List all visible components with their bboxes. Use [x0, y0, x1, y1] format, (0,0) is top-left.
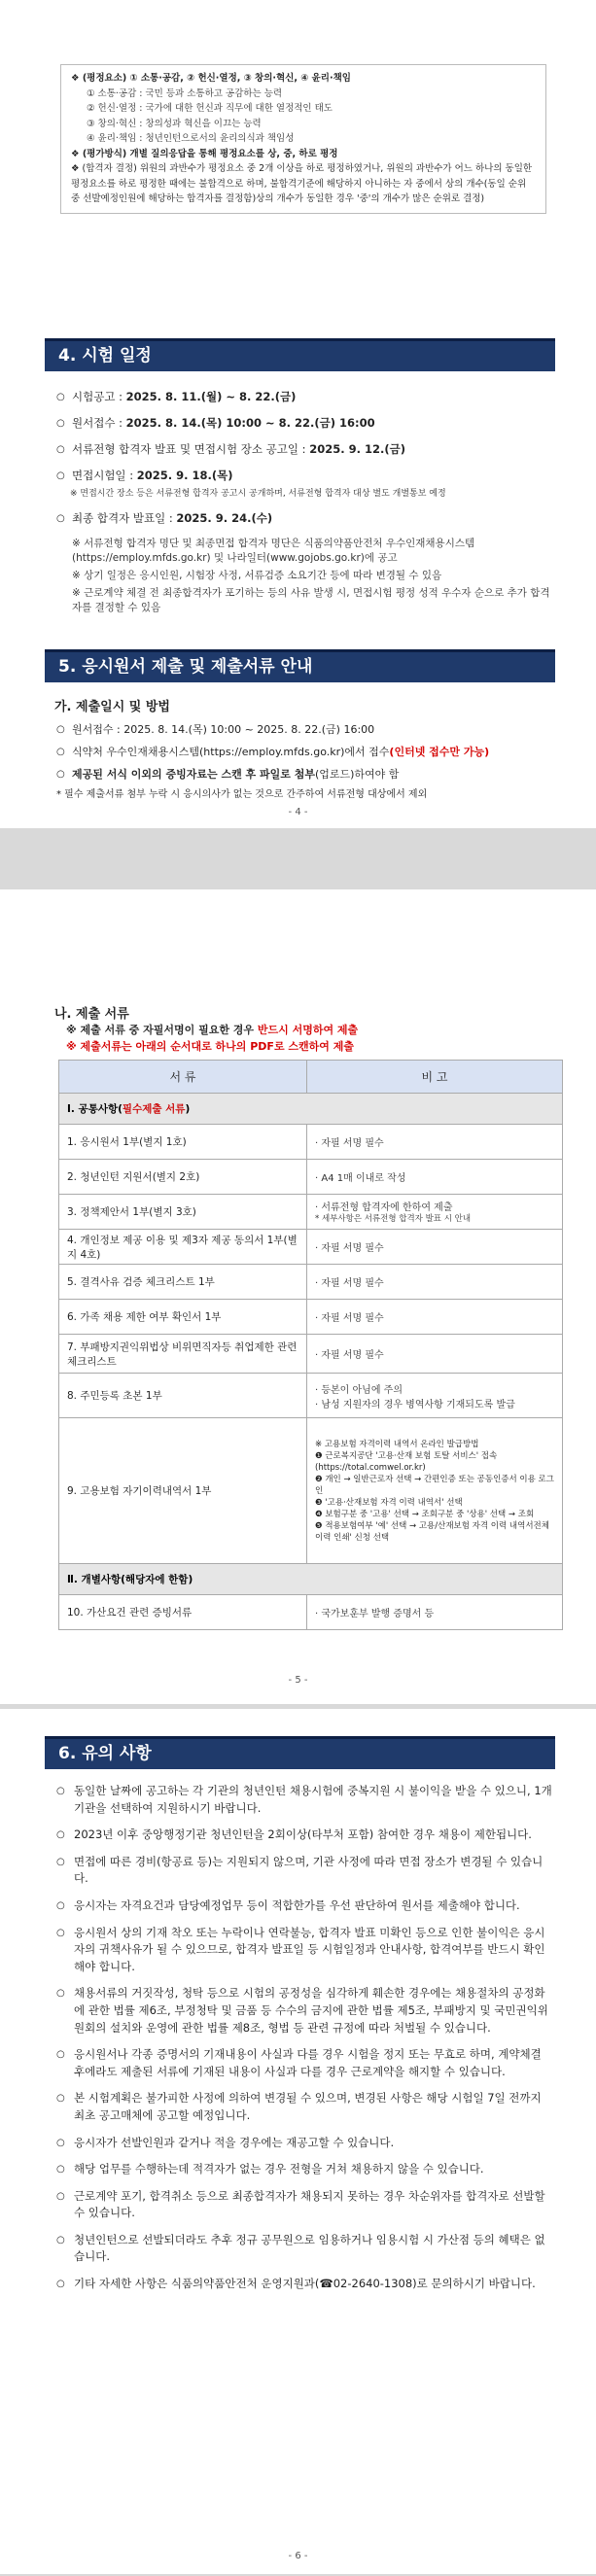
- table-row: 7. 부패방지권익위법상 비위면직자등 취업제한 관련 체크리스트 · 자필 서명 필수: [59, 1335, 563, 1374]
- notice-item: ○ 기타 자세한 사항은 식품의약품안전처 운영지원과(☎02-2640-1308)로 문의하시기 바랍니다.: [56, 2276, 552, 2293]
- warning-signature: ※ 제출 서류 중 자필서명이 필요한 경우 반드시 서명하여 제출: [66, 1024, 359, 1036]
- table-row: 8. 주민등록 초본 1부 · 등본이 아님에 주의 · 남성 지원자의 경우 병역사항 기재되도록 발급: [59, 1374, 563, 1418]
- page-5: [0, 889, 596, 1704]
- notice-item: ○ 면접에 따른 경비(항공료 등)는 지원되지 않으며, 기관 사정에 따라 면접 장소가 변경될 수 있습니다.: [56, 1854, 552, 1888]
- notice-item: ○ 채용서류의 거짓작성, 청탁 등으로 시험의 공정성을 심각하게 훼손한 경우에는 채용절차의 공정화에 관한 법률 제6조, 부정청탁 및 금품 등 수수의 금지에 관한 법률 제5조, 부패방지 및 국민권익위원회의 설치와 운영에 관한 법률 제8조, 형법 등 관련 규정에 따라 처벌될 수 있습니다.: [56, 1985, 552, 2036]
- criteria-line: ② 헌신·열정 : 국가에 대한 헌신과 직무에 대한 열정적인 태도: [87, 103, 333, 114]
- page-number: - 6 -: [288, 2551, 308, 2561]
- notice-item: ○ 응시원서 상의 기재 착오 또는 누락이나 연락불능, 합격자 발표 미확인 등으로 인한 불이익은 응시자의 귀책사유가 될 수 있으므로, 합격자 발표일 등 시험일정과 안내사항, 합격여부를 반드시 확인해야 합니다.: [56, 1925, 552, 1976]
- criteria-line: ❖ (평정요소) ① 소통·공감, ② 헌신·열정, ③ 창의·혁신, ④ 윤리·책임: [71, 73, 351, 84]
- schedule-item: ○ 면접시험일 : 2025. 9. 18.(목): [56, 468, 552, 484]
- schedule-item: ○ 시험공고 : 2025. 8. 11.(월) ~ 8. 22.(금): [56, 389, 552, 405]
- section-header-schedule: 4. 시험 일정: [45, 338, 555, 371]
- submit-method-list: [56, 721, 552, 803]
- final-note: ※ 서류전형 합격자 명단 및 최종면접 합격자 명단은 식품의약품안전처 우수인재채용시스템(https://employ.mfds.go.kr) 및 나라일터(www.gojobs.go.kr)에 공고: [72, 538, 475, 564]
- table-row: 1. 응시원서 1부(별지 1호) · 자필 서명 필수: [59, 1125, 563, 1160]
- interview-note: ※ 면접시간 장소 등은 서류전형 합격자 공고시 공개하며, 서류전형 합격자 대상 별도 개별통보 예정: [70, 489, 446, 499]
- submit-site: ○ 식약처 우수인재채용시스템(https://employ.mfds.go.kr)에서 접수(인터넷 접수만 가능): [56, 744, 552, 760]
- documents-table: [58, 1060, 563, 1630]
- section-header-submission: 5. 응시원서 제출 및 제출서류 안내: [45, 649, 555, 682]
- table-row: 4. 개인정보 제공 이용 및 제3자 제공 동의서 1부(별지 4호) · 자필 서명 필수: [59, 1230, 563, 1265]
- table-row: 10. 가산요건 관련 증빙서류 · 국가보훈부 발행 증명서 등: [59, 1595, 563, 1630]
- notice-item: ○ 본 시험계획은 불가피한 사정에 의하여 변경될 수 있으며, 변경된 사항은 해당 시험일 7일 전까지 최초 공고매체에 공고할 예정입니다.: [56, 2090, 552, 2124]
- final-note: ※ 근로계약 체결 전 최종합격자가 포기하는 등의 사유 발생 시, 면접시험 평정 성적 우수자 순으로 추가 합격자를 결정할 수 있음: [72, 587, 550, 613]
- notes-list: [56, 1783, 552, 2303]
- submit-scan: ○ 제공된 서식 이외의 증빙자료는 스캔 후 파일로 첨부(업로드)하여야 함: [56, 766, 552, 783]
- section-common: Ⅰ. 공통사항(필수제출 서류): [59, 1094, 563, 1125]
- table-row: 3. 정책제안서 1부(별지 3호) · 서류전형 합격자에 한하여 제출 * 세부사항은 서류전형 합격자 발표 시 안내: [59, 1195, 563, 1230]
- schedule-item: ○ 서류전형 합격자 발표 및 면접시험 장소 공고일 : 2025. 9. 12.(금): [56, 441, 552, 458]
- criteria-line: ❖ (평가방식) 개별 질의응답을 통해 평정요소를 상, 중, 하로 평정: [71, 148, 338, 159]
- schedule-item: ○ 최종 합격자 발표일 : 2025. 9. 24.(수): [56, 510, 552, 527]
- schedule-list: [56, 389, 552, 615]
- page-4: [0, 0, 596, 828]
- submit-note: * 필수 제출서류 첨부 누락 시 응시의사가 없는 것으로 간주하여 서류전형 대상에서 제외: [56, 789, 428, 800]
- page-number: - 4 -: [288, 807, 308, 818]
- notice-item: ○ 청년인턴으로 선발되더라도 추후 정규 공무원으로 임용하거나 임용시험 시 가산점 등의 혜택은 없습니다.: [56, 2232, 552, 2266]
- column-header-doc: 서 류: [59, 1061, 307, 1094]
- criteria-line: ④ 윤리·책임 : 청년인턴으로서의 윤리의식과 책임성: [87, 133, 295, 144]
- notice-item: ○ 해당 업무를 수행하는데 적격자가 없는 경우 전형을 거쳐 채용하지 않을 수 있습니다.: [56, 2161, 552, 2178]
- section-header-notes: 6. 유의 사항: [45, 1736, 555, 1769]
- notice-item: ○ 동일한 날짜에 공고하는 각 기관의 청년인턴 채용시험에 중복지원 시 불이익을 받을 수 있으니, 1개 기관을 선택하여 지원하시기 바랍니다.: [56, 1783, 552, 1817]
- notice-item: ○ 응시원서나 각종 증명서의 기재내용이 사실과 다를 경우 시험을 정지 또는 무효로 하며, 계약체결 후에라도 제출된 서류에 기재된 내용이 사실과 다를 경우 근로계약을 해지할 수 있습니다.: [56, 2046, 552, 2080]
- section-individual: Ⅱ. 개별사항(해당자에 한함): [59, 1564, 563, 1595]
- final-note: ※ 상기 일정은 응시인원, 시험장 사정, 서류검증 소요기간 등에 따라 변경될 수 있음: [72, 570, 442, 581]
- notice-item: ○ 2023년 이후 중앙행정기관 청년인턴을 2회이상(타부처 포함) 참여한 경우 채용이 제한됩니다.: [56, 1827, 552, 1844]
- table-row: 9. 고용보험 자기이력내역서 1부 ※ 고용보험 자격이력 내역서 온라인 발급방법 ❶ 근로복지공단 '고용·산재 보험 토탈 서비스' 접속 (https://total.comwel.or.kr) ❷ 개인 → 일반근로자 선택 → 간편인증 또는 공동인증서 이용 로그인 ❸ '고용·산재보험 자격 이력 내역서' 선택 ❹ 보험구분 중 '고용' 선택 → 조회구분 중 '상용' 선택 → 조회 ❺ 적용보험여부 '예' 선택 → 고용/산재보험 자격 이력 내역서전체 이력 인쇄' 신청 선택: [59, 1418, 563, 1564]
- table-row: 2. 청년인턴 지원서(별지 2호) · A4 1매 이내로 작성: [59, 1160, 563, 1195]
- warning-pdf: ※ 제출서류는 아래의 순서대로 하나의 PDF로 스캔하여 제출: [66, 1040, 354, 1053]
- criteria-line: ① 소통·공감 : 국민 등과 소통하고 공감하는 능력: [87, 87, 283, 99]
- column-header-note: 비 고: [307, 1061, 563, 1094]
- evaluation-criteria-box: [60, 64, 546, 214]
- criteria-line: ③ 창의·혁신 : 창의성과 혁신을 이끄는 능력: [87, 118, 262, 129]
- page-number: - 5 -: [288, 1675, 308, 1686]
- table-row: 5. 결격사유 검증 체크리스트 1부 · 자필 서명 필수: [59, 1265, 563, 1300]
- subheading-submit-method: 가. 제출일시 및 방법: [54, 700, 170, 714]
- table-row: 6. 가족 채용 제한 여부 확인서 1부 · 자필 서명 필수: [59, 1300, 563, 1335]
- notice-item: ○ 응시자가 선발인원과 같거나 적을 경우에는 재공고할 수 있습니다.: [56, 2135, 552, 2152]
- page-6: [0, 1709, 596, 2574]
- notice-item: ○ 근로계약 포기, 합격취소 등으로 최종합격자가 채용되지 못하는 경우 차순위자를 합격자로 선발할 수 있습니다.: [56, 2188, 552, 2222]
- criteria-line: ❖ (합격자 결정) 위원의 과반수가 평정요소 중 2개 이상을 하로 평정하였거나, 위원의 과반수가 어느 하나의 동일한 평정요소를 하로 평정한 때에는 불합격으로 하며, 불합격기준에 해당하지 아니하는 자 중에서 상의 개수(동일 순위 중 선발예정인원에 해당하는 합격자를 결정함)상의 개수가 동일한 경우 '중'의 개수가 많은 순위로 결정): [71, 163, 533, 204]
- subheading-documents: 나. 제출 서류: [54, 1007, 129, 1022]
- submit-period: ○ 원서접수 : 2025. 8. 14.(목) 10:00 ~ 2025. 8. 22.(금) 16:00: [56, 721, 552, 738]
- notice-item: ○ 응시자는 자격요건과 담당예정업무 등이 적합한가를 우선 판단하여 원서를 제출해야 합니다.: [56, 1897, 552, 1915]
- schedule-item: ○ 원서접수 : 2025. 8. 14.(목) 10:00 ~ 8. 22.(금) 16:00: [56, 415, 552, 432]
